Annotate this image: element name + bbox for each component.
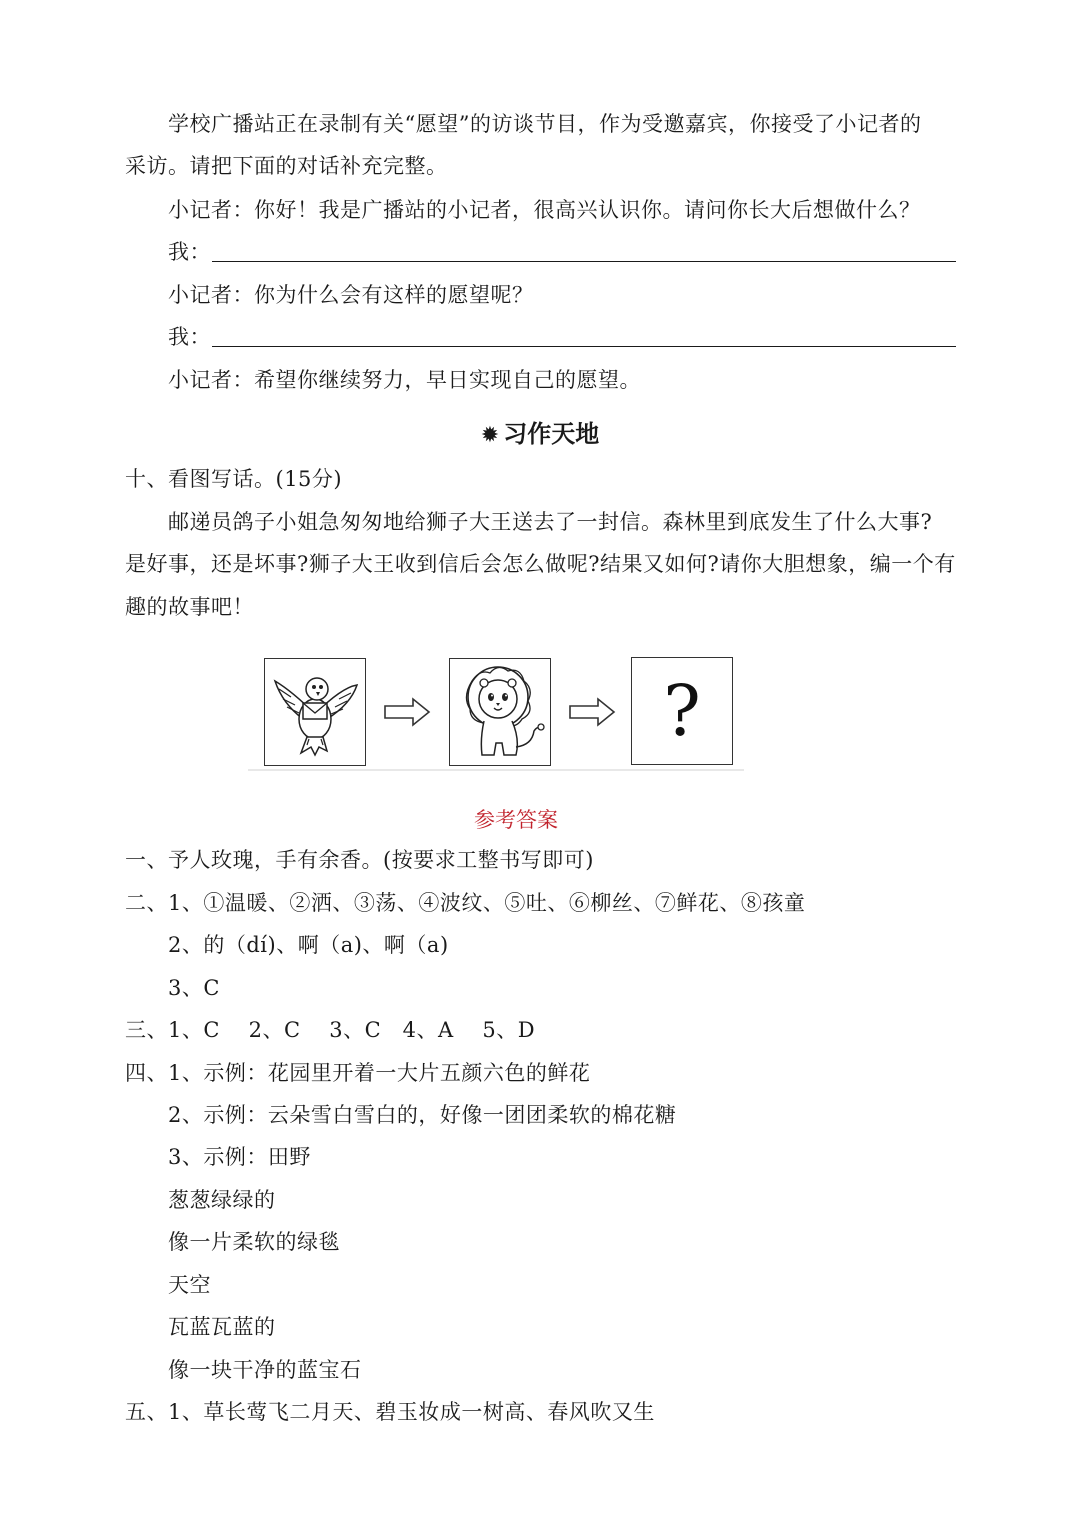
interview-intro-line-2: 采访。请把下面的对话补充完整。 (125, 154, 448, 178)
answer-line: 一、予人玫瑰，手有余香。(按要求工整书写即可) (125, 848, 594, 872)
answer-line: 3、C (168, 976, 220, 1000)
pigeon-with-letter-icon (265, 659, 365, 765)
interview-intro-line-1: 学校广播站正在录制有关“愿望”的访谈节目，作为受邀嘉宾，你接受了小记者的 (168, 112, 922, 136)
section-title: 习作天地 (503, 420, 600, 448)
lion-king-icon (450, 659, 550, 765)
sun-star-icon: ✹ (480, 423, 500, 448)
answer-line: 四、1、示例：花园里开着一大片五颜六色的鲜花 (125, 1061, 591, 1085)
answer-line: 像一块干净的蓝宝石 (168, 1358, 362, 1382)
answer-blank-1[interactable] (212, 261, 956, 262)
answer-line: 像一片柔软的绿毯 (168, 1230, 340, 1254)
section-heading (0, 414, 1080, 449)
answer-line: 三、1、C 2、C 3、C 4、A 5、D (125, 1018, 536, 1042)
answer-line: 二、1、①温暖、②洒、③荡、④波纹、⑤吐、⑥柳丝、⑦鲜花、⑧孩童 (125, 891, 806, 915)
lion-picture-box (449, 658, 551, 766)
pigeon-picture-box (264, 658, 366, 766)
answer-line: 2、的（dí)、啊（a)、啊（a) (168, 933, 449, 957)
answer-line: 2、示例：云朵雪白雪白的，好像一团团柔软的棉花糖 (168, 1103, 677, 1127)
question-picture-box (631, 657, 733, 765)
q10-title: 十、看图写话。(15分) (125, 467, 343, 491)
reporter-closing: 小记者：希望你继续努力，早日实现自己的愿望。 (168, 368, 641, 392)
answer-line: 瓦蓝瓦蓝的 (168, 1315, 276, 1339)
right-arrow-icon (383, 697, 431, 727)
picture-baseline (248, 769, 744, 771)
me-label-1: 我： (168, 240, 211, 264)
right-arrow-icon (568, 697, 616, 727)
reporter-question-2: 小记者：你为什么会有这样的愿望呢？ (168, 283, 534, 307)
answer-key-title: 参考答案 (474, 808, 558, 832)
me-label-2: 我： (168, 325, 211, 349)
answer-blank-2[interactable] (212, 346, 956, 347)
q10-text-line-3: 趣的故事吧！ (125, 595, 254, 619)
question-mark: ? (663, 670, 701, 752)
reporter-question-1: 小记者：你好！我是广播站的小记者，很高兴认识你。请问你长大后想做什么？ (168, 198, 921, 222)
answer-line: 3、示例：田野 (168, 1145, 311, 1169)
answer-line: 天空 (168, 1273, 211, 1297)
q10-text-line-1: 邮递员鸽子小姐急匆匆地给狮子大王送去了一封信。森林里到底发生了什么大事? (168, 510, 933, 534)
answer-line: 五、1、草长莺飞二月天、碧玉妆成一树高、春风吹又生 (125, 1400, 655, 1424)
q10-text-line-2: 是好事，还是坏事?狮子大王收到信后会怎么做呢?结果又如何?请你大胆想象，编一个有 (125, 552, 956, 576)
answer-line: 葱葱绿绿的 (168, 1188, 276, 1212)
